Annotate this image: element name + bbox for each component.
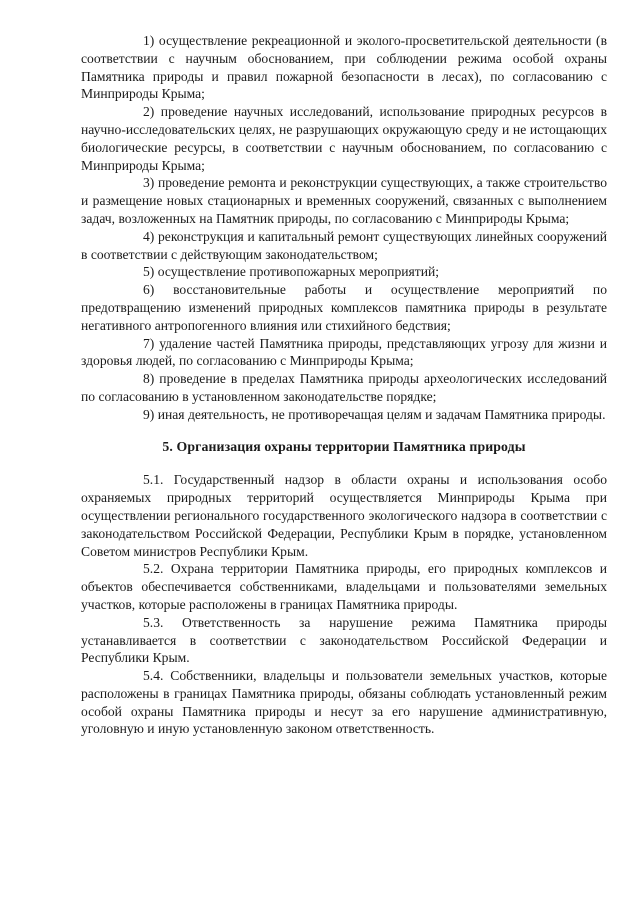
section-paragraph: 5.1. Государственный надзор в области охраны и использования особо охраняемых природных территорий осуществляется Минприроды Крыма при осуществлении регионального государственного экологического надзора в соответствии с законодательством Российской Федерации, Республики Крым в порядке, установленном Советом министров Республики Крым. xyxy=(81,472,607,559)
permitted-activities-list xyxy=(81,32,607,424)
list-item: 7) удаление частей Памятника природы, представляющих угрозу для жизни и здоровья людей, по согласованию с Минприроды Крыма; xyxy=(81,335,607,369)
list-item: 8) проведение в пределах Памятника природы археологических исследований по согласованию в установленном законодательстве порядке; xyxy=(81,371,607,404)
section-5 xyxy=(81,438,607,739)
list-item: 6) восстановительные работы и осуществление мероприятий по предотвращению изменений природных комплексов памятника природы в результате негативного антропогенного влияния или стихийного бедствия; xyxy=(81,282,607,333)
list-item: 3) проведение ремонта и реконструкции существующих, а также строительство и размещение новых стационарных и временных сооружений, связанных с выполнением задач, возложенных на Памятник природы, по согласованию с Минприроды Крыма; xyxy=(81,175,607,226)
list-item: 9) иная деятельность, не противоречащая целям и задачам Памятника природы. xyxy=(143,406,606,422)
section-paragraph: 5.3. Ответственность за нарушение режима Памятника природы устанавливается в соответствии с законодательством Российской Федерации и Республики Крым. xyxy=(81,614,607,666)
list-item: 2) проведение научных исследований, использование природных ресурсов в научно-исследовательских целях, не разрушающих окружающую среду и не истощающих биологические ресурсы, в соответствии с научным обоснованием, по согласованию с Минприроды Крыма; xyxy=(81,104,607,173)
section-paragraph: 5.2. Охрана территории Памятника природы, его природных комплексов и объектов обеспечивается собственниками, владельцами и пользователями земельных участков, которые расположены в границах Памятника природы. xyxy=(81,561,607,612)
document-page xyxy=(81,32,607,738)
list-item: 4) реконструкция и капитальный ремонт существующих линейных сооружений в соответствии с действующим законодательством; xyxy=(81,228,607,262)
list-item: 5) осуществление противопожарных мероприятий; xyxy=(143,264,440,280)
list-item: 1) осуществление рекреационной и эколого-просветительской деятельности (в соответствии с научным обоснованием, при соблюдении режима особой охраны Памятника природы и правил пожарной безопасности в лесах), по согласованию с Минприроды Крыма; xyxy=(81,33,607,102)
section-heading: 5. Организация охраны территории Памятника природы xyxy=(162,438,526,454)
section-paragraph: 5.4. Собственники, владельцы и пользователи земельных участков, которые расположены в границах Памятника природы, обязаны соблюдать установленный режим особой охраны Памятника природы и несут за его нарушение административную, уголовную и иную установленную законом ответственность. xyxy=(81,668,607,737)
